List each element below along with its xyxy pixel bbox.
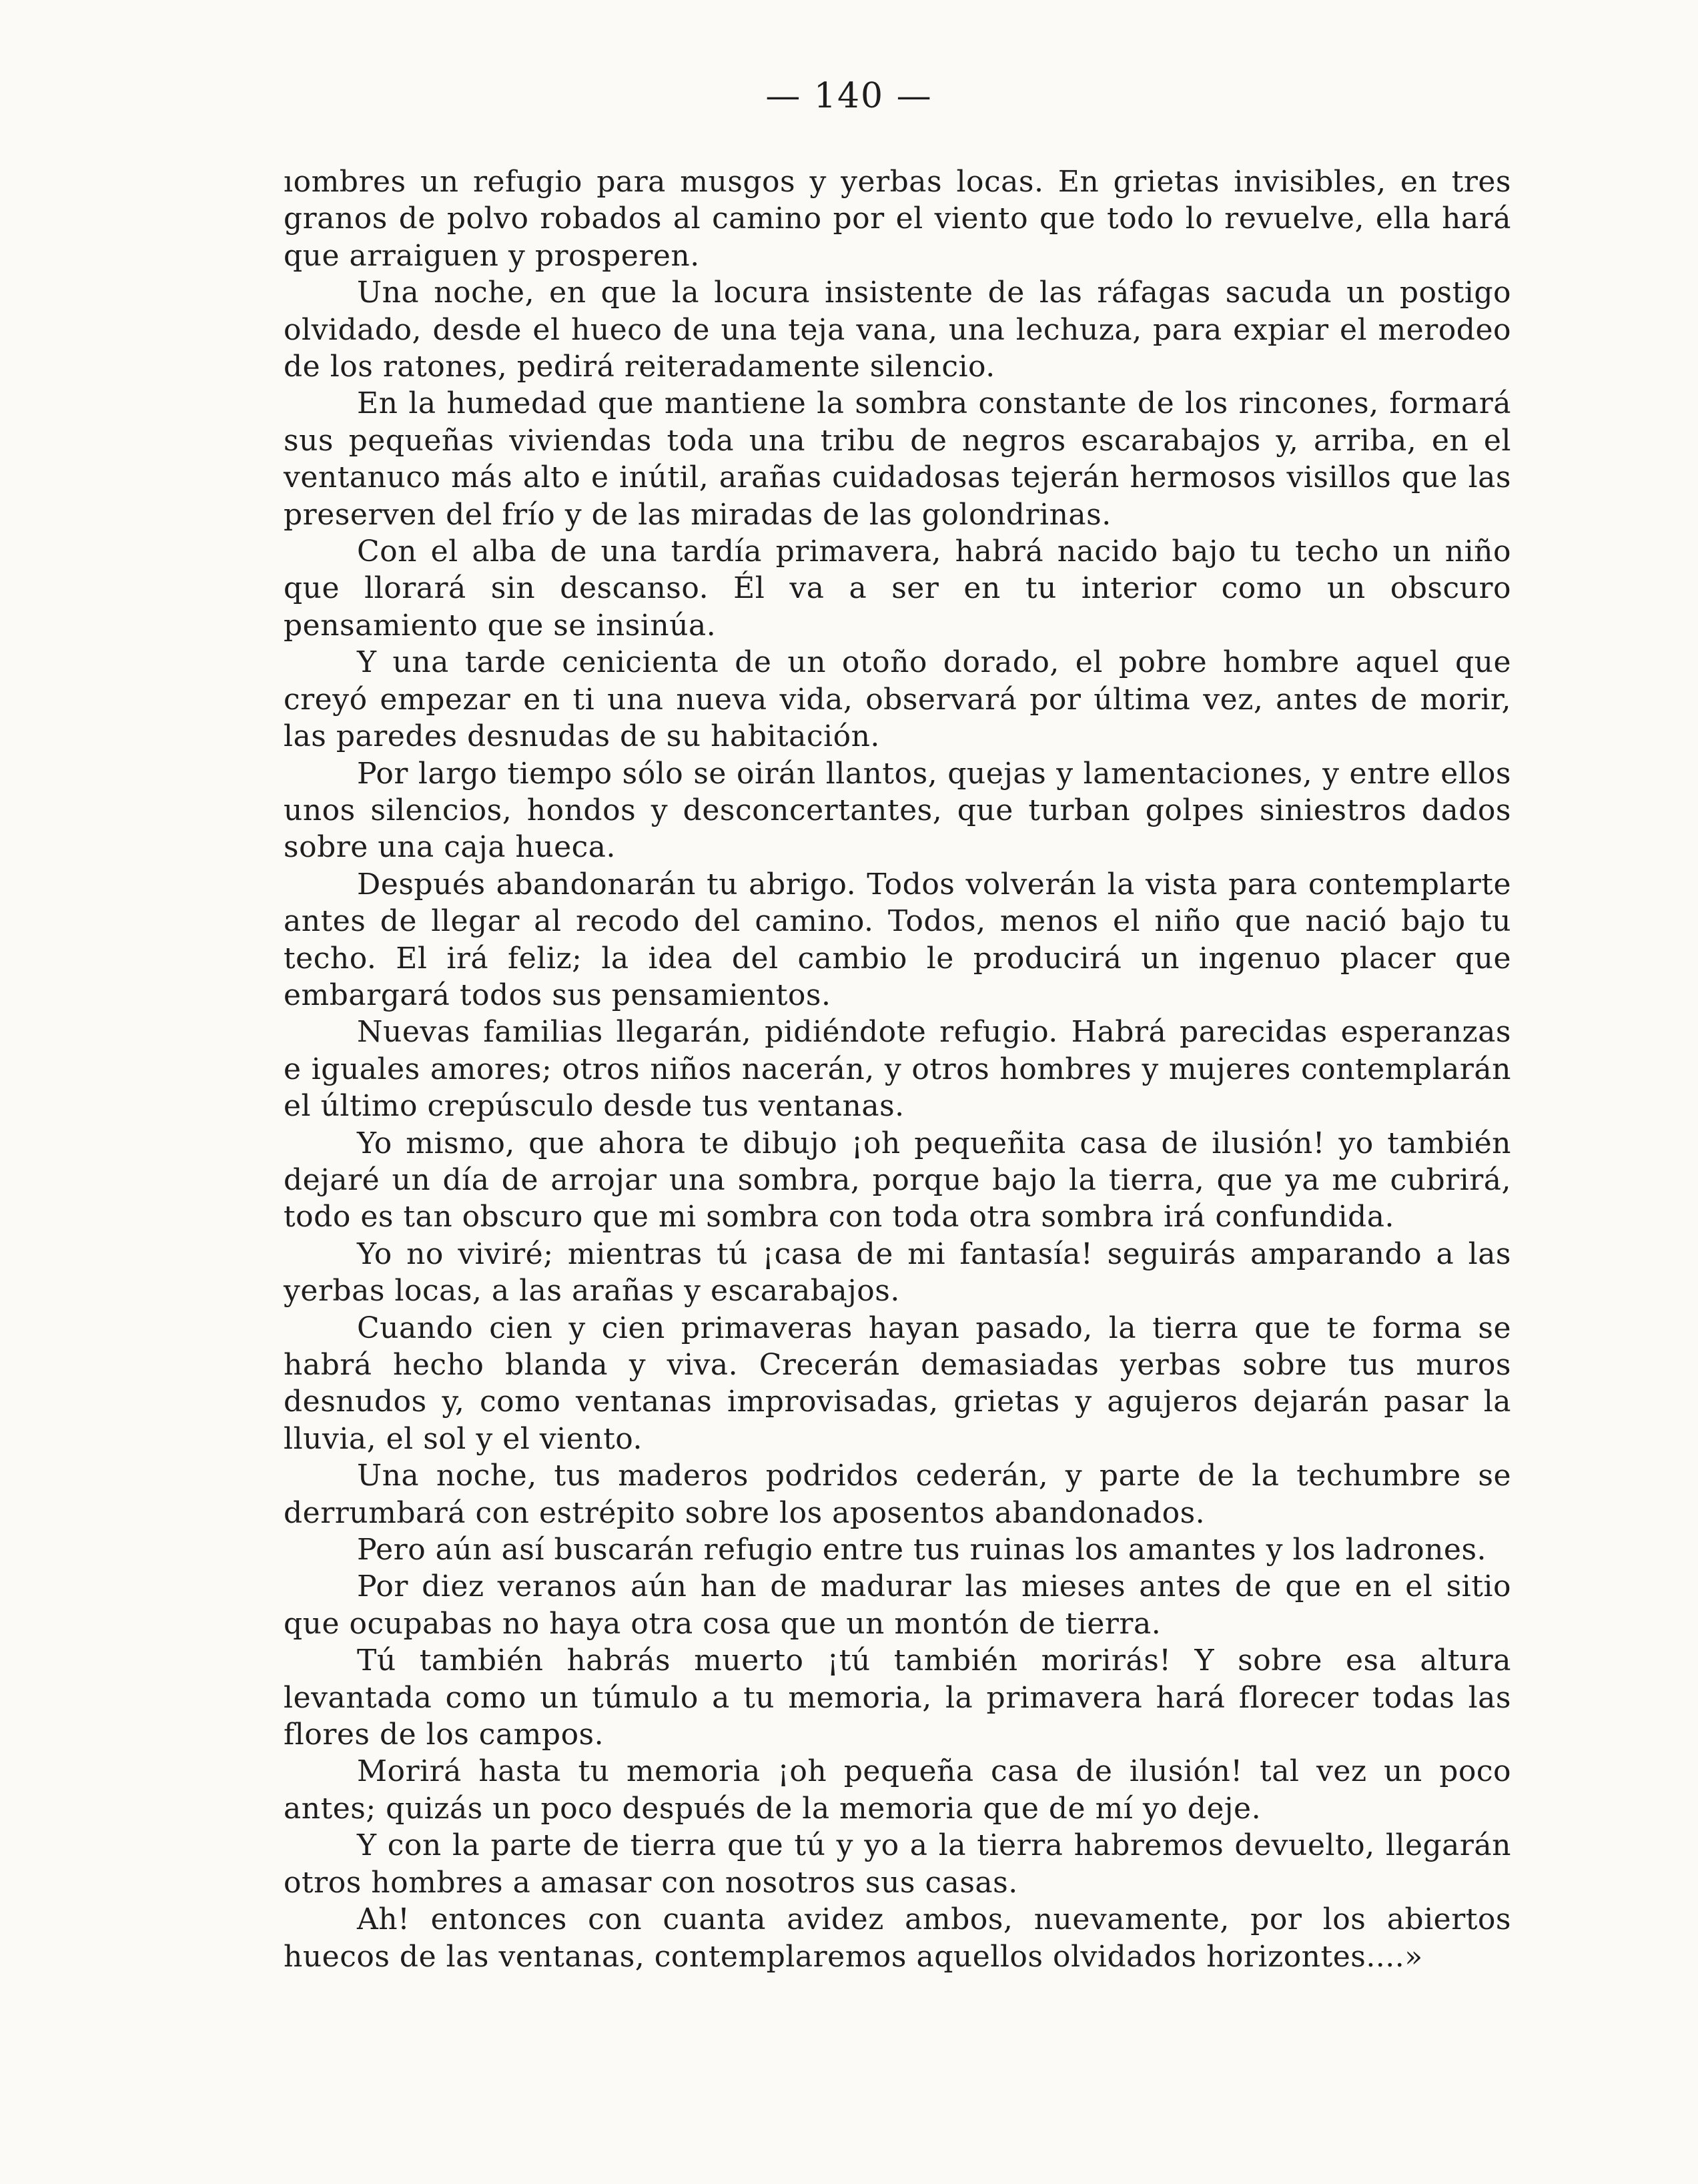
paragraph: Y con la parte de tierra que tú y yo a la tierra habremos devuelto, llegarán otros hombres a amasar con nosotros sus casas. (284, 1828, 1511, 1900)
paragraph: En la humedad que mantiene la sombra constante de los rincones, formará sus pequeñas viviendas toda una tribu de negros escarabajos y, arriba, en el ventanuco más alto e inútil, arañas cuidadosas tejerán hermosos visillos que las preserven del frío y de las miradas de las golondrinas. (284, 386, 1511, 532)
paragraph: Yo no viviré; mientras tú ¡casa de mi fantasía! seguirás amparando a las yerbas locas, a las arañas y escarabajos. (284, 1236, 1511, 1309)
page-number: — 140 — (765, 76, 933, 116)
paragraph: Por diez veranos aún han de madurar las mieses antes de que en el sitio que ocupabas no haya otra cosa que un montón de tierra. (284, 1569, 1511, 1641)
paragraph: Con el alba de una tardía primavera, habrá nacido bajo tu techo un niño que llorará sin descanso. Él va a ser en tu interior como un obscuro pensamiento que se insinúa. (284, 534, 1511, 643)
paragraph: Y una tarde cenicienta de un otoño dorado, el pobre hombre aquel que creyó empezar en ti una nueva vida, observará por última vez, antes de morir, las paredes desnudas de su habitación. (284, 645, 1511, 754)
paragraph: Por largo tiempo sólo se oirán llantos, quejas y lamentaciones, y entre ellos unos silencios, hondos y desconcertantes, que turban golpes siniestros dados sobre una caja hueca. (284, 756, 1511, 865)
paragraph: Morirá hasta tu memoria ¡oh pequeña casa de ilusión! tal vez un poco antes; quizás un poco después de la memoria que de mí yo deje. (284, 1754, 1511, 1826)
paragraph: Cuando cien y cien primaveras hayan pasado, la tierra que te forma se habrá hecho blanda y viva. Crecerán demasiadas yerbas sobre tus muros desnudos y, como ventanas improvisadas, grietas y agujeros dejarán pasar la lluvia, el sol y el viento. (284, 1311, 1511, 1456)
paragraph: Una noche, tus maderos podridos cederán, y parte de la techumbre se derrumbará con estrépito sobre los aposentos abandonados. (284, 1459, 1511, 1530)
paragraph: Tú también habrás muerto ¡tú también morirás! Y sobre esa altura levantada como un túmulo a tu memoria, la primavera hará florecer todas las flores de los campos. (284, 1644, 1511, 1752)
paragraph: Una noche, en que la locura insistente de las ráfagas sacuda un postigo olvidado, desde el hueco de una teja vana, una lechuza, para expiar el merodeo de los ratones, pedirá reiteradamente silencio. (284, 276, 1511, 384)
paragraph: Yo mismo, que ahora te dibujo ¡oh pequeñita casa de ilusión! yo también dejaré un día de arrojar una sombra, porque bajo la tierra, que ya me cubrirá, todo es tan obscuro que mi sombra con toda otra sombra irá confundida. (284, 1126, 1511, 1234)
paragraph: ıombres un refugio para musgos y yerbas locas. En grietas invisibles, en tres granos de polvo robados al camino por el viento que todo lo revuelve, ella hará que arraiguen y prosperen. (284, 165, 1511, 273)
paragraph: Ah! entonces con cuanta avidez ambos, nuevamente, por los abiertos huecos de las ventanas, contemplaremos aquellos olvidados horizontes....» (284, 1902, 1511, 1974)
paragraph: Nuevas familias llegarán, pidiéndote refugio. Habrá parecidas esperanzas e iguales amores; otros niños nacerán, y otros hombres y mujeres contemplarán el último crepúsculo desde tus ventanas. (284, 1015, 1511, 1124)
paragraph: Pero aún así buscarán refugio entre tus ruinas los amantes y los ladrones. (357, 1533, 1487, 1567)
paragraph: Después abandonarán tu abrigo. Todos volverán la vista para contemplarte antes de llegar al recodo del camino. Todos, menos el niño que nació bajo tu techo. El irá feliz; la idea del cambio le producirá un ingenuo placer que embargará todos sus pensamientos. (284, 867, 1511, 1012)
body-text (284, 163, 1511, 1975)
